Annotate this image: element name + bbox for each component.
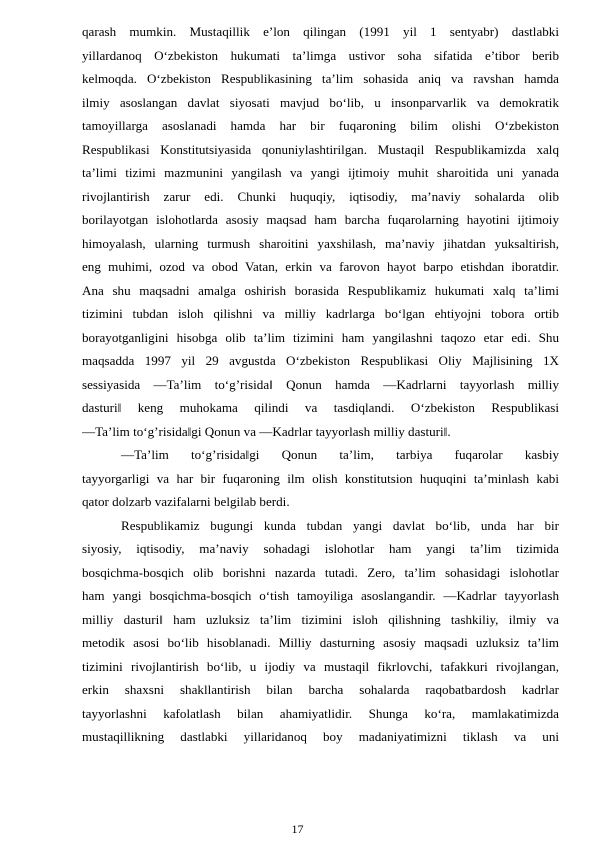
text-line: Respublikamiz bugungi kunda tubdan yangi davlat bo‘lib, unda har bir — [121, 517, 559, 533]
text-line: tamoyillarga asoslanadi hamda har bir fuqaroning bilim olishi O‘zbekiston — [82, 118, 559, 133]
text-line: tizimini rivojlantirish bo‘lib, u ijodiy va mustaqil fikrlovchi, tafakkuri rivojlangan, — [82, 658, 559, 674]
text-line: tayyorlashni kafolatlash bilan ahamiyatlidir. Shunga ko‘ra, mamlakatimizda — [82, 705, 559, 721]
text-line: ―Ta’lim to‘g’risida‖gi Qonun ta’lim, tarbiya fuqarolar kasbiy — [121, 447, 559, 462]
text-line: borilayotgan islohotlarda asosiy maqsad ham barcha fuqarolarning hayotini ijtimoiy — [82, 212, 559, 227]
text-line: tizimini tubdan isloh qilishni va milliy kadrlarga bo‘lgan ehtiyojni tobora ortib — [82, 306, 559, 321]
text-line: bosqichma-bosqich olib borishni nazarda tutadi. Zero, ta’lim sohasidagi islohotlar — [82, 564, 559, 580]
text-line: Ana shu maqsadni amalga oshirish borasida Respublikamiz hukumati xalq ta’limi — [82, 282, 559, 298]
text-line: ham yangi bosqichma-bosqich o‘tish tamoyiliga asoslangandir. ―Kadrlar tayyorlash — [82, 588, 559, 603]
text-line: ilmiy asoslangan davlat siyosati mavjud bo‘lib, u insonparvarlik va demokratik — [82, 94, 559, 110]
text-line: maqsadda 1997 yil 29 avgustda O‘zbekiston Respublikasi Oliy Majlisining 1X — [82, 353, 559, 368]
text-line: yillardanoq O‘zbekiston hukumati ta’limga ustivor soha sifatida e’tibor berib — [82, 47, 559, 63]
text-line: metodik asosi bo‘lib hisoblanadi. Milliy dasturning asosiy maqsadi uzluksiz ta’lim — [82, 635, 559, 650]
text-line: kelmoqda. O‘zbekiston Respublikasining ta’lim sohasida aniq va ravshan hamda — [82, 71, 559, 86]
text-line: milliy dasturi‖ ham uzluksiz ta’lim tizimini isloh qilishning tashkiliy, ilmiy va — [82, 611, 559, 627]
text-line: siyosiy, iqtisodiy, ma’naviy sohadagi islohotlar ham yangi ta’lim tizimida — [82, 541, 559, 556]
text-line: erkin shaxsni shakllantirish bilan barcha sohalarda raqobatbardosh kadrlar — [82, 682, 559, 697]
text-line: ―Ta’lim to‘g’risida‖gi Qonun va ―Kadrlar tayyorlash milliy dasturi‖. — [82, 423, 451, 439]
body-text — [82, 20, 559, 749]
text-line: ta’limi tizimi mazmunini yangilash va yangi ijtimoiy muhit sharoitida uni yanada — [82, 165, 559, 180]
text-line: tayyorgarligi va har bir fuqaroning ilm olish konstitutsion huquqini ta’minlash kabi — [82, 470, 559, 486]
page-number: 17 — [291, 822, 304, 836]
text-line: borayotganligini hisobga olib ta’lim tizimini ham yangilashni taqozo etar edi. Shu — [82, 329, 559, 345]
text-line: sessiyasida ―Ta’lim to‘g’risida‖ Qonun hamda ―Kadrlarni tayyorlash milliy — [82, 376, 559, 392]
text-line: qator dolzarb vazifalarni belgilab berdi. — [82, 494, 290, 509]
text-line: rivojlantirish zarur edi. Chunki huquqiy, iqtisodiy, ma’naviy sohalarda olib — [82, 188, 559, 204]
text-line: Respublikasi Konstitutsiyasida qonuniylashtirilgan. Mustaqil Respublikamizda xalq — [82, 141, 559, 157]
text-line: eng muhimi, ozod va obod Vatan, erkin va farovon hayot barpo etishdan iboratdir. — [82, 259, 559, 274]
text-line: mustaqillikning dastlabki yillaridanoq boy madaniyatimizni tiklash va uni — [82, 729, 559, 744]
text-line: qarash mumkin. Mustaqillik e’lon qilingan (1991 yil 1 sentyabr) dastlabki — [82, 24, 559, 39]
text-line: himoyalash, ularning turmush sharoitini yaxshilash, ma’naviy jihatdan yuksaltirish, — [82, 235, 559, 251]
text-line: dasturi‖ keng muhokama qilindi va tasdiqlandi. O‘zbekiston Respublikasi — [82, 400, 559, 415]
